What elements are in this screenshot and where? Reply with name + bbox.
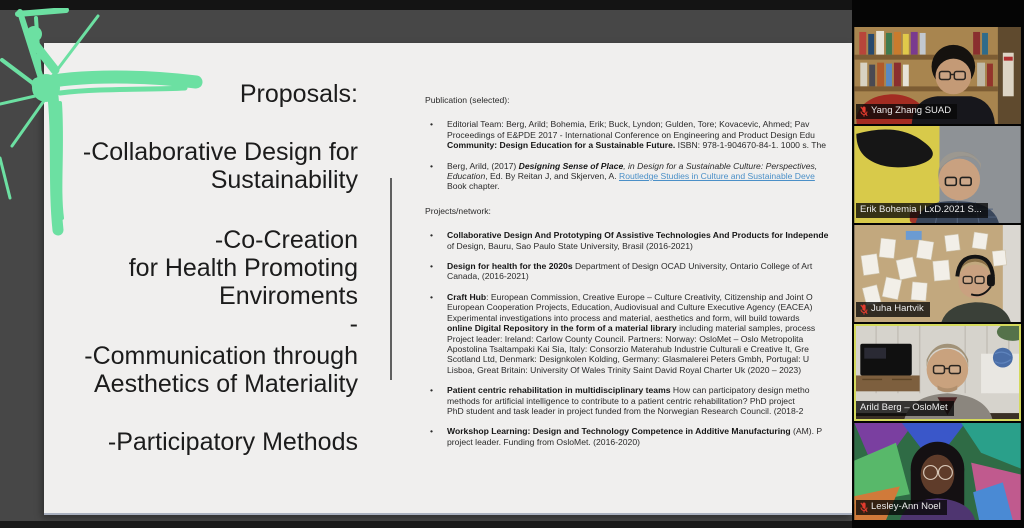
bullet-item: [425, 292, 852, 375]
bullet-item: [425, 426, 852, 447]
bullet-marker: •: [430, 160, 434, 171]
participant-name-tag: [856, 203, 988, 218]
participant-name-tag: [856, 500, 947, 515]
text-line: Lisboa, Great Britain: University Of Wales Trinity Saint David Royal Charter Uk (2020 – 2023): [447, 364, 802, 375]
participants-strip: [852, 0, 1024, 528]
participant-name: Lesley-Ann Noel: [871, 501, 941, 512]
text-line: PhD student and task leader in project funded from the Norwegian Research Council. (2018-2: [447, 405, 804, 416]
video-tile-erik-bohemia[interactable]: [854, 126, 1021, 223]
text-line: Editorial Team: Berg, Arild; Bohemia, Erik; Buck, Lyndon; Gulden, Tore; Kovacevic, Ahmed; Pav: [447, 119, 810, 130]
participant-name: Erik Bohemia | LxD.2021 S...: [860, 204, 982, 215]
proposal-line: Aesthetics of Materiality: [94, 370, 358, 398]
publications-heading: Publication (selected):: [425, 95, 510, 105]
text-line: Apostolina Tsaltampaki Kai Sia, Italy: Consorzio Materahub Industrie Culturali e Creative It, Gre: [447, 343, 809, 354]
bullet-item: [425, 261, 852, 282]
text-line: Proceedings of E&PDE 2017 - International Conference on Engineering and Product Design Edu: [447, 129, 815, 140]
muted-mic-icon: [860, 106, 868, 117]
proposal-line: -Communication through: [84, 342, 358, 370]
video-tile-lesley-ann-noel[interactable]: [854, 423, 1021, 520]
muted-mic-icon: [860, 502, 868, 513]
proposal-item: [54, 138, 358, 194]
text-line: project leader. Funding from OsloMet. (2016-2020): [447, 436, 640, 447]
video-tile-juha-hartvik[interactable]: [854, 225, 1021, 322]
participant-name: Juha Hartvik: [871, 303, 924, 314]
proposal-line: for Health Promoting: [128, 254, 358, 282]
routledge-link[interactable]: Routledge Studies in Culture and Sustainable Deve: [618, 171, 815, 182]
video-tile-arild-berg[interactable]: [854, 324, 1021, 421]
proposal-line: Sustainability: [210, 166, 358, 194]
text-line: Design for health for the 2020s Department of Design OCAD University, Ontario College of Art: [447, 261, 813, 272]
proposal-line: Enviroments: [219, 282, 358, 310]
text-line: Collaborative Design And Prototyping Of Assistive Technologies And Products for Independe: [447, 230, 829, 241]
text-line: Project leader: Ireland: Carlow County Council. Partners: Norway: OsloMet – Oslo Metropolita: [447, 333, 804, 344]
participant-name: Yang Zhang SUAD: [871, 105, 952, 116]
text-line: Canada, (2016-2021): [447, 271, 529, 282]
video-tile-yang-zhang[interactable]: [854, 27, 1021, 124]
participant-name-tag: [856, 104, 957, 119]
proposal-item: [54, 428, 358, 456]
publications-block: [425, 95, 852, 457]
bullet-marker: •: [430, 385, 434, 396]
proposals-block: [54, 80, 358, 456]
bullet-item: [425, 385, 852, 416]
bottom-bar: [0, 521, 852, 528]
projects-list: [425, 230, 852, 447]
text-line: online Digital Repository in the form of a material library including material samples, process: [447, 323, 816, 334]
text-line: Education, Ed. By Reitan J, and Skjerven, A. Routledge Studies in Culture and Sustainable Deve: [447, 171, 815, 182]
proposal-line: -Collaborative Design for: [82, 138, 358, 166]
text-line: methods for artificial intelligence to contribute to a patient centric rehabilitation? PhD project: [447, 395, 795, 406]
bullet-marker: •: [430, 291, 434, 302]
text-line: Scotland Ltd, Denmark: Designkolen Kolding, Germany: Glasmalerei Peters Gmbh, Portugal: U: [447, 354, 810, 365]
text-line: Workshop Learning: Design and Technology Competence in Additive Manufacturing (AM). P: [447, 426, 823, 437]
vertical-divider: [390, 178, 392, 380]
publications-list: [425, 119, 852, 191]
bullet-marker: •: [430, 119, 434, 130]
proposal-line: -: [349, 310, 358, 338]
text-line: Craft Hub: European Commission, Creative Europe – Culture Creativity, Citizenship and Joint O: [447, 291, 813, 302]
bullet-marker: •: [430, 426, 434, 437]
text-line: Experimental investigations into process and material, aesthetics and form, will build towards: [447, 312, 800, 323]
text-line: Community: Design Education for a Sustainable Future. ISBN: 978-1-904670-84-1. 1000 s. The: [447, 140, 827, 151]
proposal-item: [54, 226, 358, 338]
proposal-list: [54, 138, 358, 456]
participant-name: Arild Berg – OsloMet: [860, 402, 948, 413]
projects-heading: Projects/network:: [425, 205, 491, 216]
proposal-line: -Co-Creation: [214, 226, 358, 254]
bullet-item: [425, 230, 852, 251]
presentation-slide: [44, 43, 852, 515]
bullet-item: [425, 161, 852, 192]
participant-name-tag: [856, 401, 954, 416]
text-line: of Design, Bauru, Sao Paulo State University, Brasil (2016-2021): [447, 240, 693, 251]
proposal-line: -Participatory Methods: [107, 428, 358, 456]
text-line: Patient centric rehabilitation in multidisciplinary teams How can participatory design metho: [447, 385, 810, 396]
muted-mic-icon: [860, 304, 868, 315]
bullet-item: [425, 119, 852, 150]
text-line: European Cooperation Projects, Education, Audiovisual and Culture Executive Agency (EACEA): [447, 302, 813, 313]
participant-name-tag: [856, 302, 930, 317]
slide-title: Proposals:: [239, 80, 358, 108]
text-line: Berg, Arild, (2017) Designing Sense of Place, in Design for a Sustainable Culture: Perspectives,: [447, 160, 818, 171]
top-bar: [0, 0, 852, 10]
bullet-marker: •: [430, 261, 434, 272]
bullet-marker: •: [430, 230, 434, 241]
text-line: Book chapter.: [447, 181, 500, 192]
proposal-item: [54, 342, 358, 398]
